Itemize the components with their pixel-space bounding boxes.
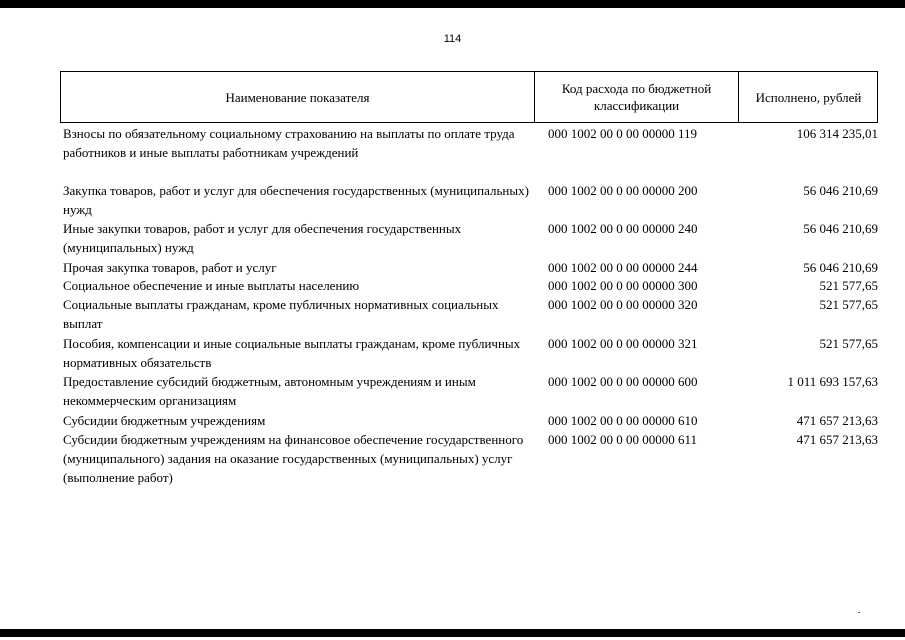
- row-code: 000 1002 00 0 00 00000 200: [548, 183, 698, 198]
- row-code: 000 1002 00 0 00 00000 611: [548, 432, 698, 447]
- row-code: 000 1002 00 0 00 00000 600: [548, 374, 698, 389]
- row-name: Социальные выплаты гражданам, кроме публичных нормативных социальных выплат: [63, 297, 499, 331]
- page-number: 114: [443, 33, 462, 45]
- row-name: Социальное обеспечение и иные выплаты населению: [63, 278, 360, 293]
- row-code: 000 1002 00 0 00 00000 320: [548, 297, 698, 312]
- row-name: Предоставление субсидий бюджетным, автономным учреждениям и иным некоммерческим организациям: [63, 374, 476, 408]
- scan-speck: [858, 612, 860, 613]
- row-name: Закупка товаров, работ и услуг для обеспечения государственных (муниципальных) нужд: [63, 183, 529, 217]
- row-code: 000 1002 00 0 00 00000 300: [548, 278, 698, 293]
- row-name: Субсидии бюджетным учреждениям: [63, 413, 266, 428]
- row-name: Субсидии бюджетным учреждениям на финансовое обеспечение государственного (муниципального) задания на оказание государственных (муниципальных) услуг (выполнение работ): [63, 432, 524, 485]
- row-amount: 106 314 235,01: [796, 126, 878, 141]
- top-border-rule: [0, 0, 905, 8]
- row-code: 000 1002 00 0 00 00000 321: [548, 336, 698, 351]
- row-amount: 1 011 693 157,63: [787, 374, 878, 389]
- header-code: Код расхода по бюджетной классификации: [534, 72, 738, 122]
- row-name: Иные закупки товаров, работ и услуг для обеспечения государственных (муниципальных) нужд: [63, 221, 462, 255]
- bottom-border-rule: [0, 629, 905, 637]
- row-name: Взносы по обязательному социальному страхованию на выплаты по оплате труда работников и иные выплаты работникам учреждений: [63, 126, 515, 160]
- row-code: 000 1002 00 0 00 00000 119: [548, 126, 698, 141]
- row-amount: 56 046 210,69: [803, 221, 878, 236]
- row-name: Пособия, компенсации и иные социальные выплаты гражданам, кроме публичных нормативных обязательств: [63, 336, 521, 370]
- row-amount: 471 657 213,63: [796, 413, 878, 428]
- row-code: 000 1002 00 0 00 00000 610: [548, 413, 698, 428]
- header-amount: Исполнено, рублей: [738, 72, 878, 122]
- row-amount: 56 046 210,69: [803, 260, 878, 275]
- row-code: 000 1002 00 0 00 00000 244: [548, 260, 698, 275]
- row-amount: 521 577,65: [819, 336, 878, 351]
- row-name: Прочая закупка товаров, работ и услуг: [63, 260, 277, 275]
- row-code: 000 1002 00 0 00 00000 240: [548, 221, 698, 236]
- table-header: [60, 71, 878, 123]
- header-name: Наименование показателя: [225, 89, 370, 105]
- row-amount: 521 577,65: [819, 297, 878, 312]
- row-amount: 471 657 213,63: [796, 432, 878, 447]
- row-amount: 56 046 210,69: [803, 183, 878, 198]
- row-amount: 521 577,65: [819, 278, 878, 293]
